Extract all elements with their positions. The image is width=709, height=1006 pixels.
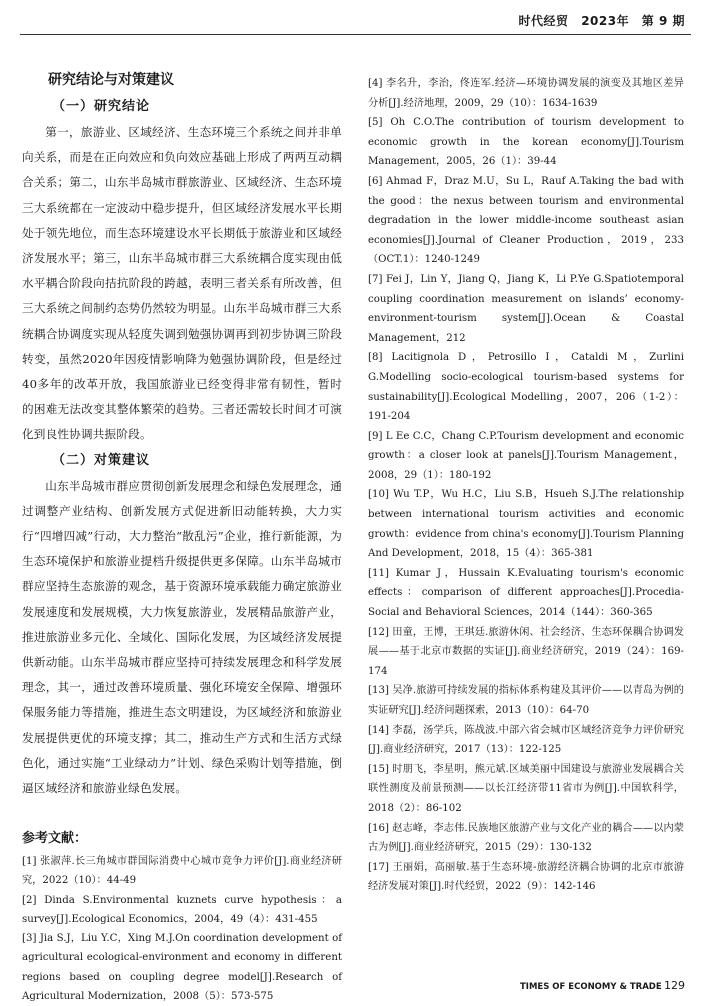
reference-item: [10] Wu T.P，Wu H.C，Liu S.B，Hsueh S.J.The relationship between international tourism activities and economic growth：evidence from china's economy[J].Tourism Planning And Development，2018，15（4）：365-381 bbox=[368, 489, 684, 560]
reference-item: [3] Jia S.J，Liu Y.C，Xing M.J.On coordination development of agricultural ecological-environment and economy in different regions based on coupling degree model[J].Research of Agricultural Modernization，2008（5）：573-575 bbox=[22, 933, 342, 1002]
right-column bbox=[368, 74, 684, 897]
reference-item: [13] 吴净.旅游可持续发展的指标体系构建及其评价——以青岛为例的实证研究[J].经济问题探索，2013（10）：64-70 bbox=[368, 685, 684, 716]
reference-item: [14] 李磊，汤学兵，陈战波.中部六省会城市区域经济竞争力评价研究[J].商业经济研究，2017（13）：122-125 bbox=[368, 724, 684, 756]
section-title: 研究结论与对策建议 bbox=[48, 72, 174, 88]
reference-item: [8] Lacitignola D，Petrosillo I，Cataldi M，Zurlini G.Modelling socio-ecological tourism-based systems for sustainability[J].Ecological Modelling，2007，206（1-2）：191-204 bbox=[368, 352, 684, 423]
reference-item: [6] Ahmad F，Draz M.U，Su L，Rauf A.Taking the bad with the good：the nexus between tourism and environmental degradation in the lower middle-income southeast asian economies[J].Journal of Cleaner Production，2019，233（OCT.1）：1240-1249 bbox=[368, 175, 684, 266]
conclusions-paragraph: 第一，旅游业、区域经济、生态环境三个系统之间并非单向关系，而是在正向效应和负向效应基础上形成了两两互动耦合关系；第二，山东半岛城市群旅游业、区域经济、生态环境三大系统都在一定波动中稳步提升，但区域经济发展水平长期处于领先地位，而生态环境建设水平长期低于旅游业和区域经济发展水平；第三，山东半岛城市群三大系统耦合度实现由低水平耦合阶段向拮抗阶段的跨越，表明三者关系有所改善，但三大系统之间制约态势仍然较为明显。山东半岛城市群三大系统耦合协调度实现从轻度失调到勉强协调再到初步协调三阶段转变，虽然2020年因疫情影响降为勉强协调阶段，但是经过40多年的改革开放，我国旅游业已经变得非常有韧性，暂时的困难无法改变其整体繁荣的趋势。三者还需较长时间才可演化到良性协调共振阶段。 bbox=[22, 125, 342, 442]
journal-year: 2023年 bbox=[581, 14, 630, 28]
journal-header bbox=[510, 12, 685, 29]
reference-item: [7] Fei J，Lin Y，Jiang Q，Jiang K，Li P.Ye G.Spatiotemporal coupling coordination measurement on islands’ economy-environment-tourism system[J].Ocean & Coastal Management，212 bbox=[368, 273, 684, 344]
reference-item: [9] L Ee C.C，Chang C.P.Tourism development and economic growth：a closer look at panels[J].Tourism Management，2008，29（1）：180-192 bbox=[368, 430, 684, 481]
subsection-title-suggestions: （二）对策建议 bbox=[52, 452, 151, 468]
header-rule bbox=[20, 34, 691, 35]
reference-item: [4] 李名升，李治，佟连军.经济—环境协调发展的演变及其地区差异分析[J].经济地理，2009，29（10）：1634-1639 bbox=[368, 78, 684, 109]
reference-item: [2] Dinda S.Environmental kuznets curve hypothesis：a survey[J].Ecological Economics，2004，49（4）：431-455 bbox=[22, 894, 342, 925]
page-number: 129 bbox=[664, 979, 685, 992]
left-column bbox=[22, 70, 342, 1006]
subsection-title-conclusions: （一）研究结论 bbox=[52, 99, 151, 114]
suggestions-paragraph: 山东半岛城市群应贯彻创新发展理念和绿色发展理念，通过调整产业结构、创新发展方式促进新旧动能转换，大力实行“四增四减”行动，大力整治“散乱污”企业，推行新能源，为生态环境保护和旅游业提档升级提供更多保障。山东半岛城市群应坚持生态旅游的观念，基于资源环境承载能力确定旅游业发展速度和发展规模，大力恢复旅游业，发展精品旅游产业，推进旅游业多元化、全域化、国际化发展，为区域经济发展提供新动能。山东半岛城市群应坚持可持续发展理念和科学发展理念，其一，通过改善环境质量、强化环境安全保障、增强环保服务能力等措施，推进生态文明建设，为区域经济和旅游业发展提供更优的环境支撑；其二，推动生产方式和生活方式绿色化，通过实施“工业绿动力”计划、绿色采购计划等措施，倒逼区域经济和旅游业绿色发展。 bbox=[22, 478, 342, 796]
reference-item: [5] Oh C.O.The contribution of tourism development to economic growth in the korean economy[J].Tourism Management，2005，26（1）：39-44 bbox=[368, 117, 684, 168]
reference-item: [17] 王丽娟，高丽敏.基于生态环境-旅游经济耦合协调的北京市旅游经济发展对策[J].时代经贸，2022（9）：142-146 bbox=[368, 861, 684, 893]
journal-name: 时代经贸 bbox=[518, 14, 569, 28]
footer-journal-name: TIMES OF ECONOMY & TRADE bbox=[520, 982, 662, 992]
reference-item: [11] Kumar J，Hussain K.Evaluating tourism's economic effects：comparison of different approaches[J].Procedia-Social and Behavioral Sciences，2014（144）：360-365 bbox=[368, 567, 684, 619]
reference-item: [12] 田童，王博，王琪廷.旅游休闲、社会经济、生态环保耦合协调发展——基于北京市数据的实证[J].商业经济研究，2019（24）：169-174 bbox=[368, 626, 684, 677]
reference-item: [16] 赵志峰，李志伟.民族地区旅游产业与文化产业的耦合——以内蒙古为例[J].商业经济研究，2015（29）：130-132 bbox=[368, 822, 684, 854]
references-heading: 参考文献： bbox=[22, 831, 88, 847]
journal-issue: 第 9 期 bbox=[641, 14, 685, 28]
reference-item: [1] 张淑萍.长三角城市群国际消费中心城市竞争力评价[J].商业经济研究，2022（10）：44-49 bbox=[22, 856, 342, 887]
reference-item: [15] 时朋飞，李星明，熊元斌.区域美丽中国建设与旅游业发展耦合关联性测度及前景预测——以长江经济带11省市为例[J].中国软科学，2018（2）：86-102 bbox=[368, 763, 684, 814]
